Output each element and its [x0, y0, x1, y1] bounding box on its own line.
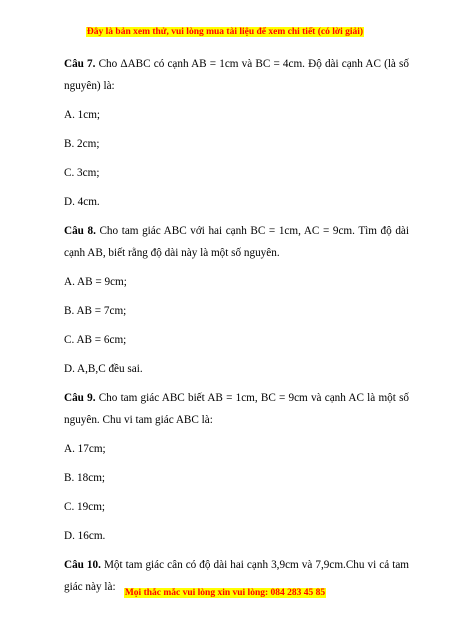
contact-notice-banner [0, 587, 450, 599]
option-d: D. 16cm. [64, 530, 106, 542]
question-text: Cho tam giác ABC biết AB = 1cm, BC = 9cm và cạnh AC là một số nguyên. Chu vi tam giác ABC là: [64, 392, 410, 426]
option-a: A. AB = 9cm; [64, 276, 127, 288]
question-text: Một tam giác cân có độ dài hai cạnh 3,9cm và 7,9cm.Chu vi cả tam giác này là: [64, 559, 409, 593]
preview-notice-banner [0, 26, 450, 38]
option-c: C. 3cm; [64, 167, 100, 179]
question-list [64, 53, 409, 598]
question-text: Cho tam giác ABC với hai cạnh BC = 1cm, AC = 9cm. Tìm độ dài cạnh AB, biết rằng độ dài này là một số nguyên. [64, 225, 409, 259]
question-text: Cho ΔABC có cạnh AB = 1cm và BC = 4cm. Độ dài cạnh AC (là số nguyên) là: [64, 58, 409, 92]
option-a: A. 1cm; [64, 109, 101, 121]
option-c: C. 19cm; [64, 501, 106, 513]
question-label: Câu 9. [64, 392, 96, 404]
option-a: A. 17cm; [64, 443, 106, 455]
option-c: C. AB = 6cm; [64, 334, 127, 346]
question-8 [64, 220, 409, 387]
question-9 [64, 387, 409, 554]
option-b: B. AB = 7cm; [64, 305, 127, 317]
question-label: Câu 7. [64, 58, 96, 70]
question-label: Câu 10. [64, 559, 101, 571]
question-7 [64, 53, 409, 220]
option-b: B. 18cm; [64, 472, 106, 484]
contact-notice-text: Mọi thắc mắc vui lòng xin vui lòng: 084 283 45 85 [124, 588, 326, 598]
option-b: B. 2cm; [64, 138, 100, 150]
question-label: Câu 8. [64, 225, 96, 237]
option-d: D. A,B,C đều sai. [64, 363, 143, 375]
option-d: D. 4cm. [64, 196, 100, 208]
preview-notice-text: Đây là bản xem thử, vui lòng mua tài liệu để xem chi tiết (có lời giải) [86, 27, 364, 37]
